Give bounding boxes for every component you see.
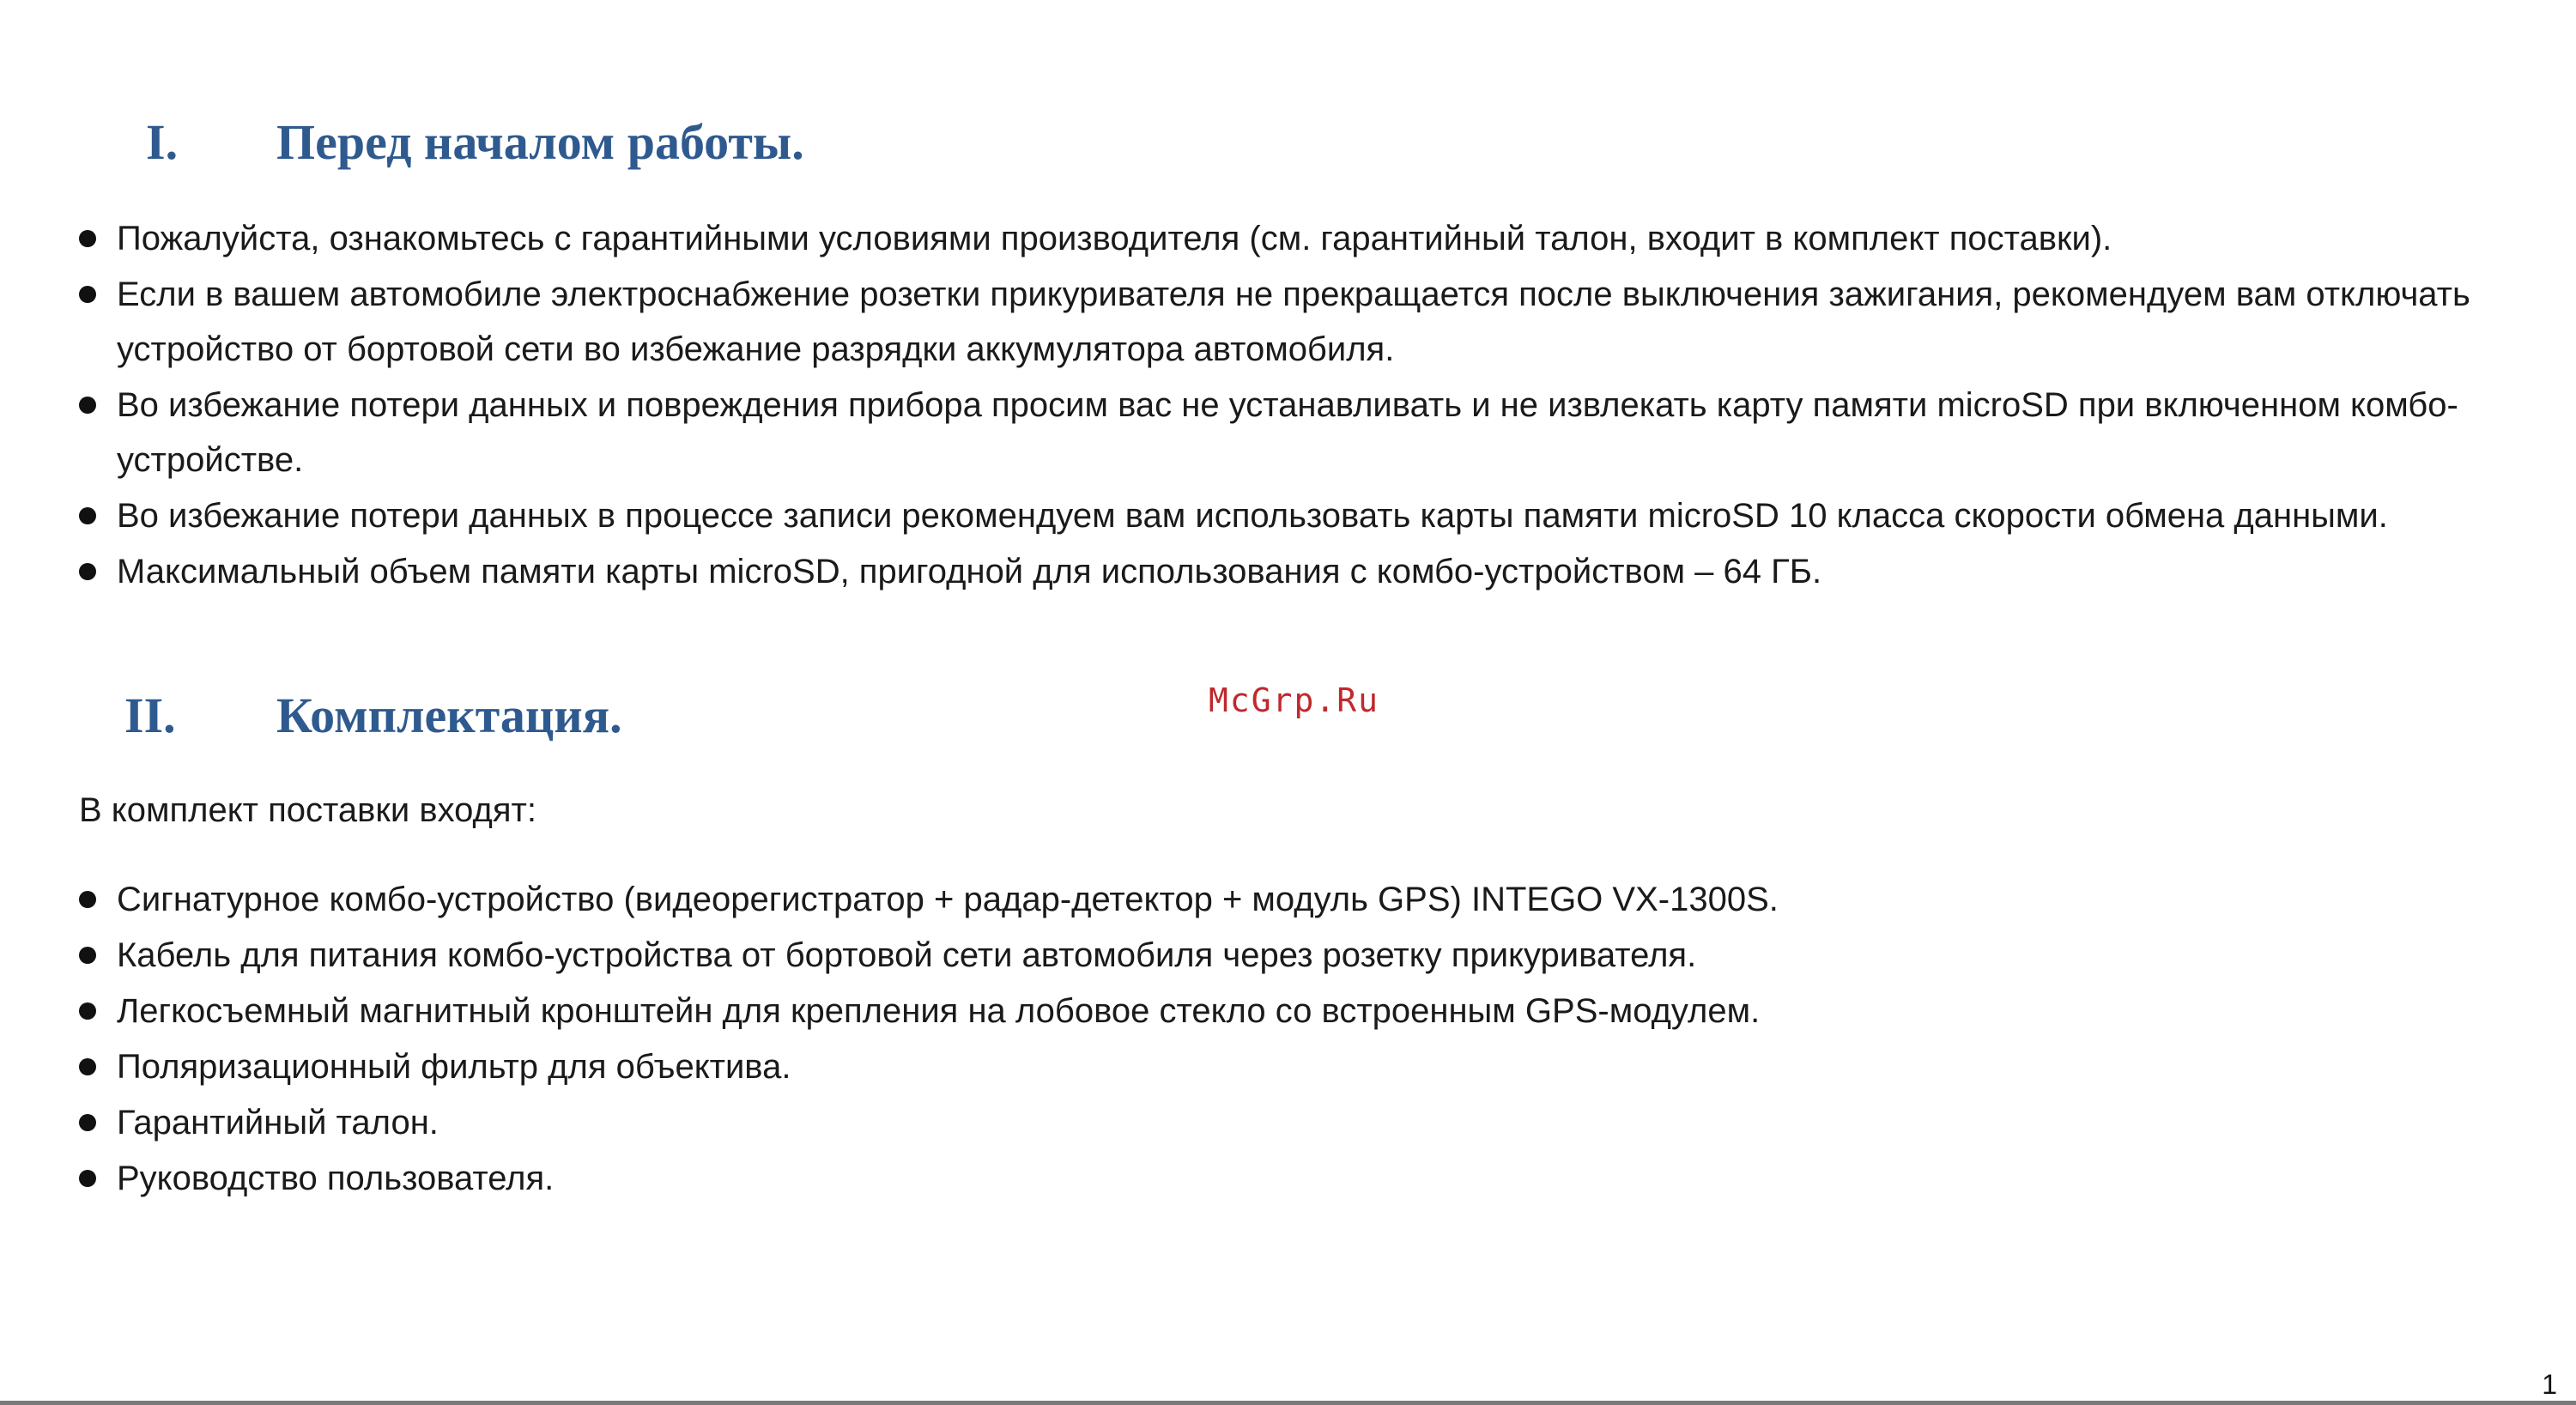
watermark: McGrp.Ru [1209,681,1380,719]
section-numeral: II. [124,687,176,743]
list-item: Гарантийный талон. [79,1095,2517,1150]
list-item: Руководство пользователя. [79,1151,2517,1206]
list-item: Кабель для питания комбо-устройства от бортовой сети автомобиля через розетку прикуривателя. [79,928,2517,983]
list-item: Максимальный объем памяти карты microSD, пригодной для использования с комбо-устройством – 64 ГБ. [79,544,2517,599]
bullet-icon [79,397,96,414]
before-start-list [79,211,2517,600]
page-number: 1 [2542,1369,2557,1400]
section-title: Комплектация. [276,687,622,743]
bullet-icon [79,286,96,303]
bullet-icon [79,947,96,964]
bullet-icon [79,1114,96,1131]
list-item: Легкосъемный магнитный кронштейн для крепления на лобовое стекло со встроенным GPS-модулем. [79,984,2517,1039]
bullet-icon [79,1058,96,1075]
list-item: Если в вашем автомобиле электроснабжение розетки прикуривателя не прекращается после выключения зажигания, рекомендуем вам отключать устройство от бортовой сети во избежание разрядки аккумулятора автомобиля. [79,267,2517,377]
package-intro: В комплект поставки входят: [79,791,536,829]
bullet-icon [79,1002,96,1020]
section-heading-before-start [146,113,804,171]
package-list [79,872,2517,1207]
list-item: Пожалуйста, ознакомьтесь с гарантийными условиями производителя (см. гарантийный талон, входит в комплект поставки). [79,211,2517,266]
bullet-icon [79,1170,96,1187]
section-title: Перед началом работы. [276,114,804,170]
list-item: Сигнатурное комбо-устройство (видеорегистратор + радар-детектор + модуль GPS) INTEGO VX-1300S. [79,872,2517,927]
list-item: Поляризационный фильтр для объектива. [79,1039,2517,1094]
section-numeral: I. [146,114,179,170]
list-item: Во избежание потери данных и повреждения прибора просим вас не устанавливать и не извлекать карту памяти microSD при включенном комбо-устройстве. [79,378,2517,488]
section-heading-package [124,687,622,744]
bottom-divider [0,1401,2576,1405]
bullet-icon [79,891,96,908]
bullet-icon [79,563,96,580]
bullet-icon [79,230,96,247]
list-item: Во избежание потери данных в процессе записи рекомендуем вам использовать карты памяти microSD 10 класса скорости обмена данными. [79,488,2517,543]
bullet-icon [79,507,96,524]
